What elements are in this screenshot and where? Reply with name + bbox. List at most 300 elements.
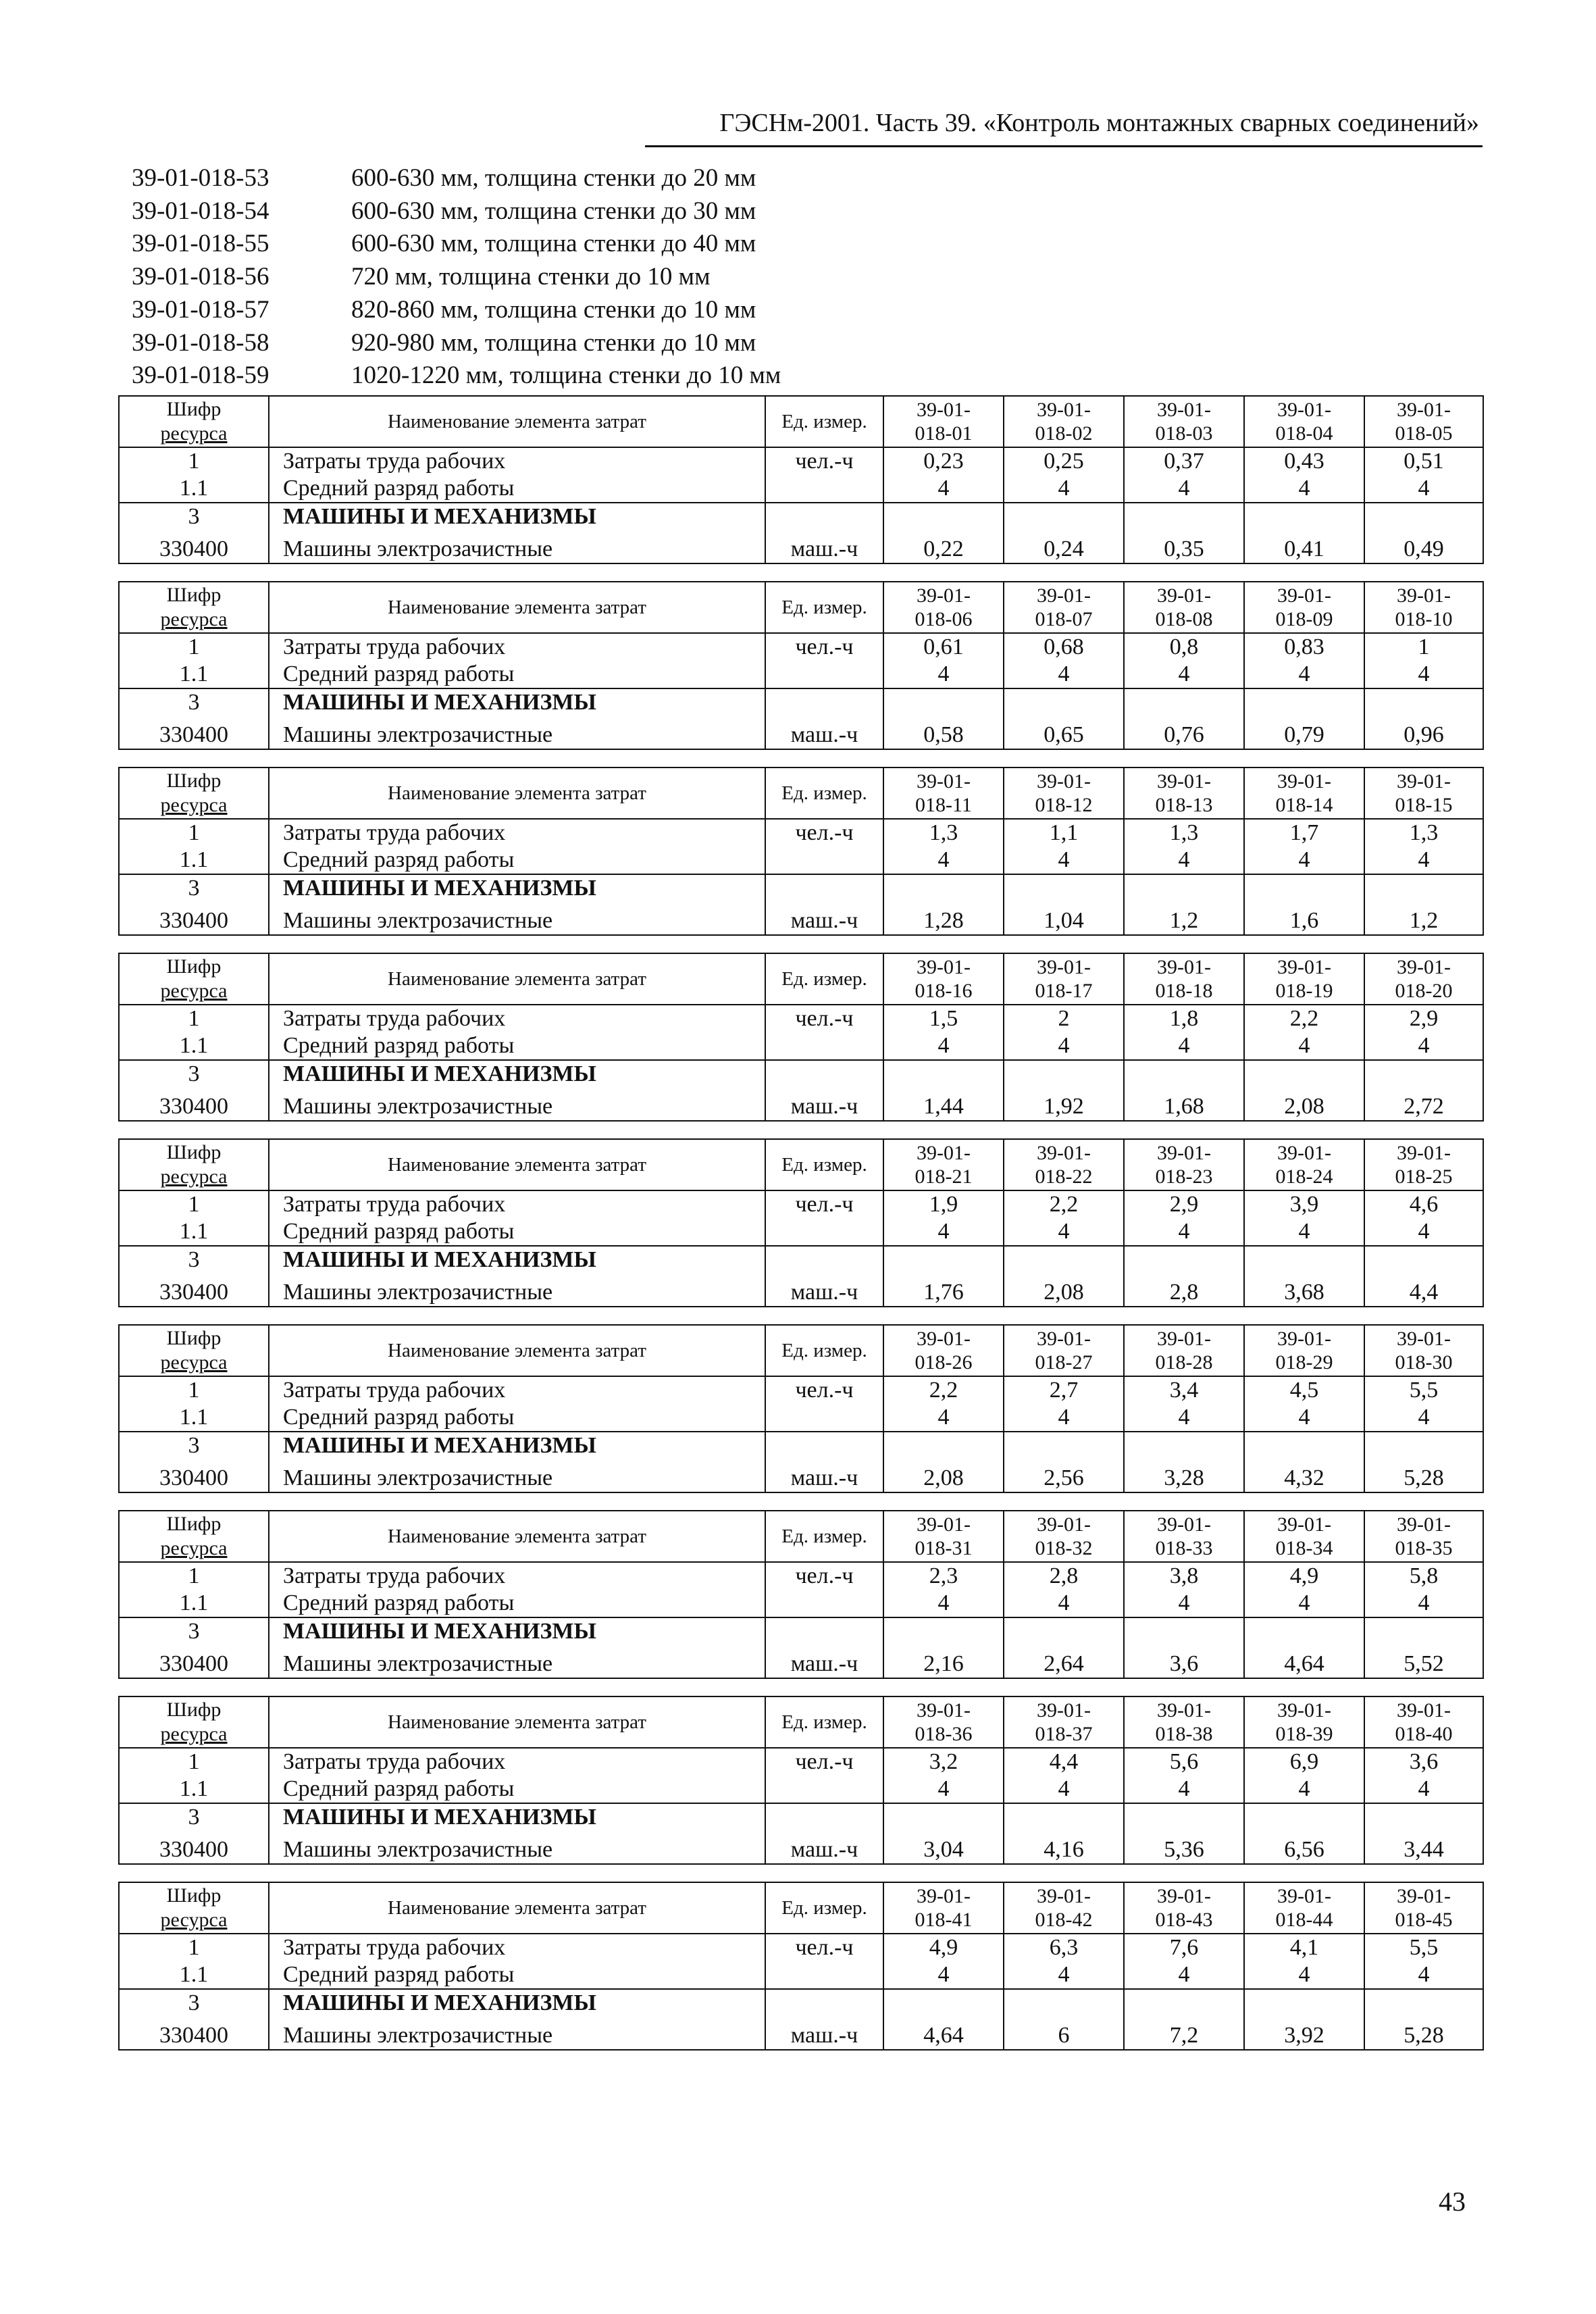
resource-table: [118, 1510, 1484, 1679]
header-label: Шифр: [166, 1141, 222, 1163]
value-cell: [1244, 1432, 1364, 1459]
value-cell: 1,3: [883, 819, 1004, 847]
norm-description: 1020-1220 мм, толщина стенки до 10 мм: [351, 361, 781, 390]
norm-code-part: 39-01-: [1277, 956, 1331, 978]
value-cell: 1,2: [1124, 902, 1244, 935]
table-row: [119, 1961, 1483, 1989]
unit-cell: маш.-ч: [765, 530, 883, 563]
norm-code-part: 018-24: [1275, 1165, 1333, 1188]
value-cell: 4: [1004, 1776, 1124, 1803]
value-cell: 3,2: [883, 1748, 1004, 1776]
value-cell: 6: [1004, 2017, 1124, 2050]
value-cell: 4: [1124, 1404, 1244, 1432]
value-cell: 6,3: [1004, 1934, 1124, 1961]
value-cell: 4: [1124, 475, 1244, 503]
cost-element-name: Средний разряд работы: [269, 847, 765, 874]
unit-cell: [765, 1032, 883, 1060]
norm-code-part: 018-28: [1155, 1351, 1213, 1374]
header-resource-code: [119, 1139, 269, 1190]
norm-code-part: 39-01-: [1277, 1513, 1331, 1536]
unit-cell: маш.-ч: [765, 902, 883, 935]
header-label: ресурса: [160, 980, 228, 1002]
value-cell: 0,41: [1244, 530, 1364, 563]
value-cell: [1124, 688, 1244, 716]
cost-element-name: Средний разряд работы: [269, 661, 765, 688]
unit-cell: [765, 688, 883, 716]
code-list-item: [132, 294, 781, 327]
value-cell: 2,9: [1124, 1190, 1244, 1218]
code-list-item: [132, 195, 781, 228]
value-cell: [1244, 1989, 1364, 2017]
norm-code-part: 018-41: [915, 1909, 973, 1931]
resource-code: 3: [119, 503, 269, 530]
norm-code-part: 39-01-: [1157, 770, 1211, 793]
table-row: [119, 1218, 1483, 1246]
cost-element-name: Средний разряд работы: [269, 1776, 765, 1803]
header-resource-code: [119, 768, 269, 819]
value-cell: 1,9: [883, 1190, 1004, 1218]
cost-element-name: Затраты труда рабочих: [269, 1748, 765, 1776]
norm-code-part: 018-10: [1395, 608, 1453, 630]
header-norm-code: [1364, 582, 1483, 633]
norm-code-part: 018-27: [1035, 1351, 1093, 1374]
cost-element-name: Машины электрозачистные: [269, 2017, 765, 2050]
value-cell: 4: [1244, 1218, 1364, 1246]
value-cell: 1,68: [1124, 1088, 1244, 1121]
norm-code-part: 018-20: [1395, 980, 1453, 1002]
resource-code: 330400: [119, 1459, 269, 1492]
norm-code-part: 39-01-: [1157, 1699, 1211, 1721]
value-cell: 5,5: [1364, 1376, 1483, 1404]
header-norm-code: [1244, 582, 1364, 633]
header-norm-code: [1364, 1696, 1483, 1748]
unit-cell: [765, 1989, 883, 2017]
norm-code-part: 018-34: [1275, 1537, 1333, 1559]
table-row: [119, 1989, 1483, 2017]
unit-cell: маш.-ч: [765, 716, 883, 749]
value-cell: 4: [883, 1404, 1004, 1432]
unit-cell: маш.-ч: [765, 1459, 883, 1492]
norm-code-part: 018-21: [915, 1165, 973, 1188]
value-cell: 4,32: [1244, 1459, 1364, 1492]
unit-cell: чел.-ч: [765, 447, 883, 475]
header-label: Шифр: [166, 955, 222, 978]
value-cell: 0,49: [1364, 530, 1483, 563]
value-cell: 4: [1124, 847, 1244, 874]
header-label: ресурса: [160, 1537, 228, 1559]
table-row: [119, 633, 1483, 661]
value-cell: 0,43: [1244, 447, 1364, 475]
norm-code: 39-01-018-53: [132, 164, 269, 192]
header-norm-code: [883, 1882, 1004, 1934]
resource-code: 1.1: [119, 1590, 269, 1617]
norm-code-part: 39-01-: [917, 1699, 971, 1721]
header-norm-code: [1004, 396, 1124, 447]
value-cell: 2,08: [1244, 1088, 1364, 1121]
header-norm-code: [1004, 953, 1124, 1005]
table-row: [119, 1274, 1483, 1307]
cost-element-name: Средний разряд работы: [269, 1961, 765, 1989]
table-row: [119, 1404, 1483, 1432]
norm-code-part: 39-01-: [1397, 1142, 1451, 1164]
norm-code-part: 018-23: [1155, 1165, 1213, 1188]
header-norm-code: [1124, 768, 1244, 819]
code-list-item: [132, 261, 781, 294]
cost-element-name: Затраты труда рабочих: [269, 1005, 765, 1032]
table-row: [119, 661, 1483, 688]
value-cell: 4: [1364, 1032, 1483, 1060]
header-norm-code: [1124, 396, 1244, 447]
resource-code: 330400: [119, 1088, 269, 1121]
header-unit: Ед. измер.: [765, 396, 883, 447]
norm-code-part: 018-06: [915, 608, 973, 630]
norm-code-part: 018-04: [1275, 422, 1333, 445]
header-norm-code: [1244, 1511, 1364, 1562]
cost-element-name: Затраты труда рабочих: [269, 1934, 765, 1961]
norm-code-part: 39-01-: [1397, 770, 1451, 793]
value-cell: 1: [1364, 633, 1483, 661]
table-row: [119, 1060, 1483, 1088]
resource-table: [118, 767, 1484, 936]
norm-code-part: 39-01-: [1397, 1699, 1451, 1721]
resource-code: 1.1: [119, 847, 269, 874]
value-cell: 1,44: [883, 1088, 1004, 1121]
norm-code-part: 018-15: [1395, 794, 1453, 816]
resource-code: 1.1: [119, 475, 269, 503]
norm-code-part: 018-43: [1155, 1909, 1213, 1931]
value-cell: [1004, 1060, 1124, 1088]
header-label: ресурса: [160, 1723, 228, 1745]
value-cell: 3,6: [1364, 1748, 1483, 1776]
value-cell: 4: [883, 1218, 1004, 1246]
header-norm-code: [1364, 1139, 1483, 1190]
value-cell: [883, 1989, 1004, 2017]
value-cell: 4: [1364, 1961, 1483, 1989]
norm-code-part: 39-01-: [1277, 399, 1331, 421]
value-cell: 2,2: [1244, 1005, 1364, 1032]
value-cell: 5,28: [1364, 1459, 1483, 1492]
header-norm-code: [1004, 1325, 1124, 1376]
header-label: Шифр: [166, 1884, 222, 1907]
header-norm-code: [1124, 1696, 1244, 1748]
unit-cell: [765, 847, 883, 874]
code-list-item: [132, 162, 781, 195]
resource-code: 3: [119, 1060, 269, 1088]
value-cell: 4,5: [1244, 1376, 1364, 1404]
cost-element-name: Машины электрозачистные: [269, 1088, 765, 1121]
norm-code-part: 018-08: [1155, 608, 1213, 630]
norm-code-part: 018-17: [1035, 980, 1093, 1002]
value-cell: [883, 503, 1004, 530]
norm-code-part: 018-07: [1035, 608, 1093, 630]
cost-element-name: Затраты труда рабочих: [269, 1562, 765, 1590]
norm-code-part: 018-45: [1395, 1909, 1453, 1931]
header-norm-code: [1364, 953, 1483, 1005]
value-cell: 5,28: [1364, 2017, 1483, 2050]
header-norm-code: [1004, 1139, 1124, 1190]
resource-code: 1: [119, 1190, 269, 1218]
norm-code-part: 39-01-: [1157, 584, 1211, 607]
resource-code: 1: [119, 1005, 269, 1032]
cost-element-name: Затраты труда рабочих: [269, 447, 765, 475]
table-row: [119, 1645, 1483, 1678]
header-label: ресурса: [160, 608, 228, 630]
table-row: [119, 1190, 1483, 1218]
unit-cell: [765, 1961, 883, 1989]
resource-code: 1.1: [119, 1404, 269, 1432]
value-cell: [883, 874, 1004, 902]
code-list-item: [132, 228, 781, 261]
value-cell: 6,9: [1244, 1748, 1364, 1776]
value-cell: 7,6: [1124, 1934, 1244, 1961]
table-header-row: [119, 396, 1483, 447]
header-label: Шифр: [166, 584, 222, 606]
value-cell: 0,8: [1124, 633, 1244, 661]
header-norm-code: [1244, 768, 1364, 819]
header-norm-code: [1004, 582, 1124, 633]
resource-code: 1.1: [119, 1032, 269, 1060]
norm-code-part: 018-37: [1035, 1723, 1093, 1745]
cost-element-name: Средний разряд работы: [269, 475, 765, 503]
value-cell: 1,92: [1004, 1088, 1124, 1121]
unit-cell: чел.-ч: [765, 1748, 883, 1776]
norm-code-part: 39-01-: [1277, 1328, 1331, 1350]
resource-table: [118, 953, 1484, 1122]
value-cell: 0,79: [1244, 716, 1364, 749]
resource-code: 330400: [119, 1274, 269, 1307]
header-norm-code: [883, 396, 1004, 447]
unit-cell: [765, 1218, 883, 1246]
norm-description: 600-630 мм, толщина стенки до 20 мм: [351, 164, 756, 192]
value-cell: 2,7: [1004, 1376, 1124, 1404]
unit-cell: [765, 874, 883, 902]
value-cell: 4: [1124, 1776, 1244, 1803]
table-row: [119, 874, 1483, 902]
header-label: ресурса: [160, 1351, 228, 1374]
unit-cell: маш.-ч: [765, 1831, 883, 1864]
header-unit: Ед. измер.: [765, 1696, 883, 1748]
value-cell: 4: [1244, 1404, 1364, 1432]
cost-element-name: Машины электрозачистные: [269, 1645, 765, 1678]
value-cell: 1,3: [1124, 819, 1244, 847]
header-label: Шифр: [166, 1699, 222, 1721]
value-cell: [1244, 503, 1364, 530]
resource-table: [118, 1324, 1484, 1493]
header-cost-element: Наименование элемента затрат: [269, 953, 765, 1005]
norm-code-part: 018-03: [1155, 422, 1213, 445]
header-unit: Ед. измер.: [765, 1325, 883, 1376]
value-cell: 4: [1124, 1961, 1244, 1989]
header-norm-code: [883, 953, 1004, 1005]
header-label: ресурса: [160, 422, 228, 445]
cost-element-name: Машины электрозачистные: [269, 1459, 765, 1492]
header-norm-code: [1244, 396, 1364, 447]
value-cell: 1,2: [1364, 902, 1483, 935]
value-cell: 4,64: [883, 2017, 1004, 2050]
value-cell: [883, 1617, 1004, 1645]
value-cell: [1004, 1617, 1124, 1645]
code-list-item: [132, 359, 781, 393]
unit-cell: [765, 1060, 883, 1088]
norm-code-part: 39-01-: [917, 1885, 971, 1907]
value-cell: 2,3: [883, 1562, 1004, 1590]
header-norm-code: [1364, 1882, 1483, 1934]
norm-code-part: 39-01-: [1037, 399, 1091, 421]
table-header-row: [119, 1511, 1483, 1562]
norm-code-part: 39-01-: [1037, 1699, 1091, 1721]
unit-cell: маш.-ч: [765, 1645, 883, 1678]
value-cell: 4: [1244, 1590, 1364, 1617]
table-row: [119, 1459, 1483, 1492]
header-norm-code: [883, 1511, 1004, 1562]
norm-code: 39-01-018-58: [132, 328, 269, 357]
table-row: [119, 688, 1483, 716]
norm-code-part: 018-39: [1275, 1723, 1333, 1745]
section-title: МАШИНЫ И МЕХАНИЗМЫ: [269, 874, 765, 902]
norm-code-part: 39-01-: [1397, 1328, 1451, 1350]
value-cell: 4,16: [1004, 1831, 1124, 1864]
value-cell: 4,6: [1364, 1190, 1483, 1218]
table-row: [119, 819, 1483, 847]
code-list: [132, 162, 781, 393]
section-title: МАШИНЫ И МЕХАНИЗМЫ: [269, 1989, 765, 2017]
norm-code-part: 018-13: [1155, 794, 1213, 816]
unit-cell: маш.-ч: [765, 1274, 883, 1307]
value-cell: [1364, 1617, 1483, 1645]
value-cell: 4: [1244, 1961, 1364, 1989]
unit-cell: [765, 1432, 883, 1459]
header-resource-code: [119, 582, 269, 633]
unit-cell: [765, 1776, 883, 1803]
norm-code-part: 39-01-: [1397, 1885, 1451, 1907]
norm-code-part: 018-42: [1035, 1909, 1093, 1931]
table-row: [119, 1246, 1483, 1274]
norm-code: 39-01-018-54: [132, 197, 269, 225]
value-cell: 1,28: [883, 902, 1004, 935]
value-cell: 0,68: [1004, 633, 1124, 661]
value-cell: 3,6: [1124, 1645, 1244, 1678]
norm-code-part: 018-01: [915, 422, 973, 445]
unit-cell: маш.-ч: [765, 2017, 883, 2050]
header-norm-code: [1364, 396, 1483, 447]
table-row: [119, 902, 1483, 935]
norm-description: 600-630 мм, толщина стенки до 40 мм: [351, 230, 756, 258]
section-title: МАШИНЫ И МЕХАНИЗМЫ: [269, 503, 765, 530]
header-norm-code: [1364, 1325, 1483, 1376]
value-cell: 4: [883, 847, 1004, 874]
code-list-item: [132, 327, 781, 360]
value-cell: 4,64: [1244, 1645, 1364, 1678]
norm-code-part: 018-30: [1395, 1351, 1453, 1374]
header-resource-code: [119, 953, 269, 1005]
cost-element-name: Затраты труда рабочих: [269, 633, 765, 661]
table-row: [119, 1803, 1483, 1831]
table-row: [119, 1376, 1483, 1404]
norm-code-part: 018-35: [1395, 1537, 1453, 1559]
value-cell: 0,61: [883, 633, 1004, 661]
header-cost-element: Наименование элемента затрат: [269, 768, 765, 819]
norm-code-part: 018-22: [1035, 1165, 1093, 1188]
value-cell: 3,9: [1244, 1190, 1364, 1218]
norm-code-part: 39-01-: [1397, 1513, 1451, 1536]
norm-code-part: 39-01-: [1157, 1328, 1211, 1350]
cost-element-name: Затраты труда рабочих: [269, 1190, 765, 1218]
norm-code-part: 39-01-: [1157, 1142, 1211, 1164]
table-row: [119, 1005, 1483, 1032]
unit-cell: [765, 1246, 883, 1274]
header-norm-code: [883, 768, 1004, 819]
value-cell: [1124, 1432, 1244, 1459]
value-cell: [1364, 1989, 1483, 2017]
header-unit: Ед. измер.: [765, 1511, 883, 1562]
norm-code-part: 018-02: [1035, 422, 1093, 445]
value-cell: 4: [1004, 1590, 1124, 1617]
value-cell: 4: [1124, 1218, 1244, 1246]
resource-code: 3: [119, 1246, 269, 1274]
header-unit: Ед. измер.: [765, 1882, 883, 1934]
value-cell: 0,24: [1004, 530, 1124, 563]
table-header-row: [119, 1139, 1483, 1190]
value-cell: 2,8: [1004, 1562, 1124, 1590]
unit-cell: чел.-ч: [765, 1190, 883, 1218]
value-cell: 5,6: [1124, 1748, 1244, 1776]
header-norm-code: [1244, 1325, 1364, 1376]
resource-code: 1.1: [119, 1776, 269, 1803]
value-cell: 4: [1124, 1590, 1244, 1617]
value-cell: 4,4: [1364, 1274, 1483, 1307]
value-cell: 4: [1124, 1032, 1244, 1060]
header-cost-element: Наименование элемента затрат: [269, 396, 765, 447]
value-cell: [1004, 503, 1124, 530]
value-cell: 1,5: [883, 1005, 1004, 1032]
norm-code-part: 018-12: [1035, 794, 1093, 816]
header-norm-code: [1364, 1511, 1483, 1562]
value-cell: [1124, 874, 1244, 902]
value-cell: 7,2: [1124, 2017, 1244, 2050]
value-cell: [883, 1060, 1004, 1088]
table-row: [119, 1776, 1483, 1803]
value-cell: 0,22: [883, 530, 1004, 563]
unit-cell: [765, 1803, 883, 1831]
value-cell: 2,2: [883, 1376, 1004, 1404]
value-cell: 4: [883, 1590, 1004, 1617]
value-cell: 2,8: [1124, 1274, 1244, 1307]
value-cell: 0,76: [1124, 716, 1244, 749]
value-cell: 1,8: [1124, 1005, 1244, 1032]
header-cost-element: Наименование элемента затрат: [269, 1325, 765, 1376]
table-header-row: [119, 1325, 1483, 1376]
value-cell: [1004, 688, 1124, 716]
value-cell: 2: [1004, 1005, 1124, 1032]
value-cell: 4: [1364, 661, 1483, 688]
table-header-row: [119, 582, 1483, 633]
table-row: [119, 1432, 1483, 1459]
value-cell: 2,72: [1364, 1088, 1483, 1121]
norm-code-part: 39-01-: [1037, 956, 1091, 978]
value-cell: 2,08: [1004, 1274, 1124, 1307]
header-norm-code: [1244, 953, 1364, 1005]
norm-code-part: 39-01-: [1277, 1142, 1331, 1164]
header-norm-code: [1244, 1139, 1364, 1190]
value-cell: 0,23: [883, 447, 1004, 475]
resource-table: [118, 581, 1484, 750]
value-cell: 4,9: [1244, 1562, 1364, 1590]
value-cell: 4: [1004, 661, 1124, 688]
resource-code: 1: [119, 633, 269, 661]
unit-cell: [765, 475, 883, 503]
value-cell: [1244, 1617, 1364, 1645]
value-cell: 0,58: [883, 716, 1004, 749]
